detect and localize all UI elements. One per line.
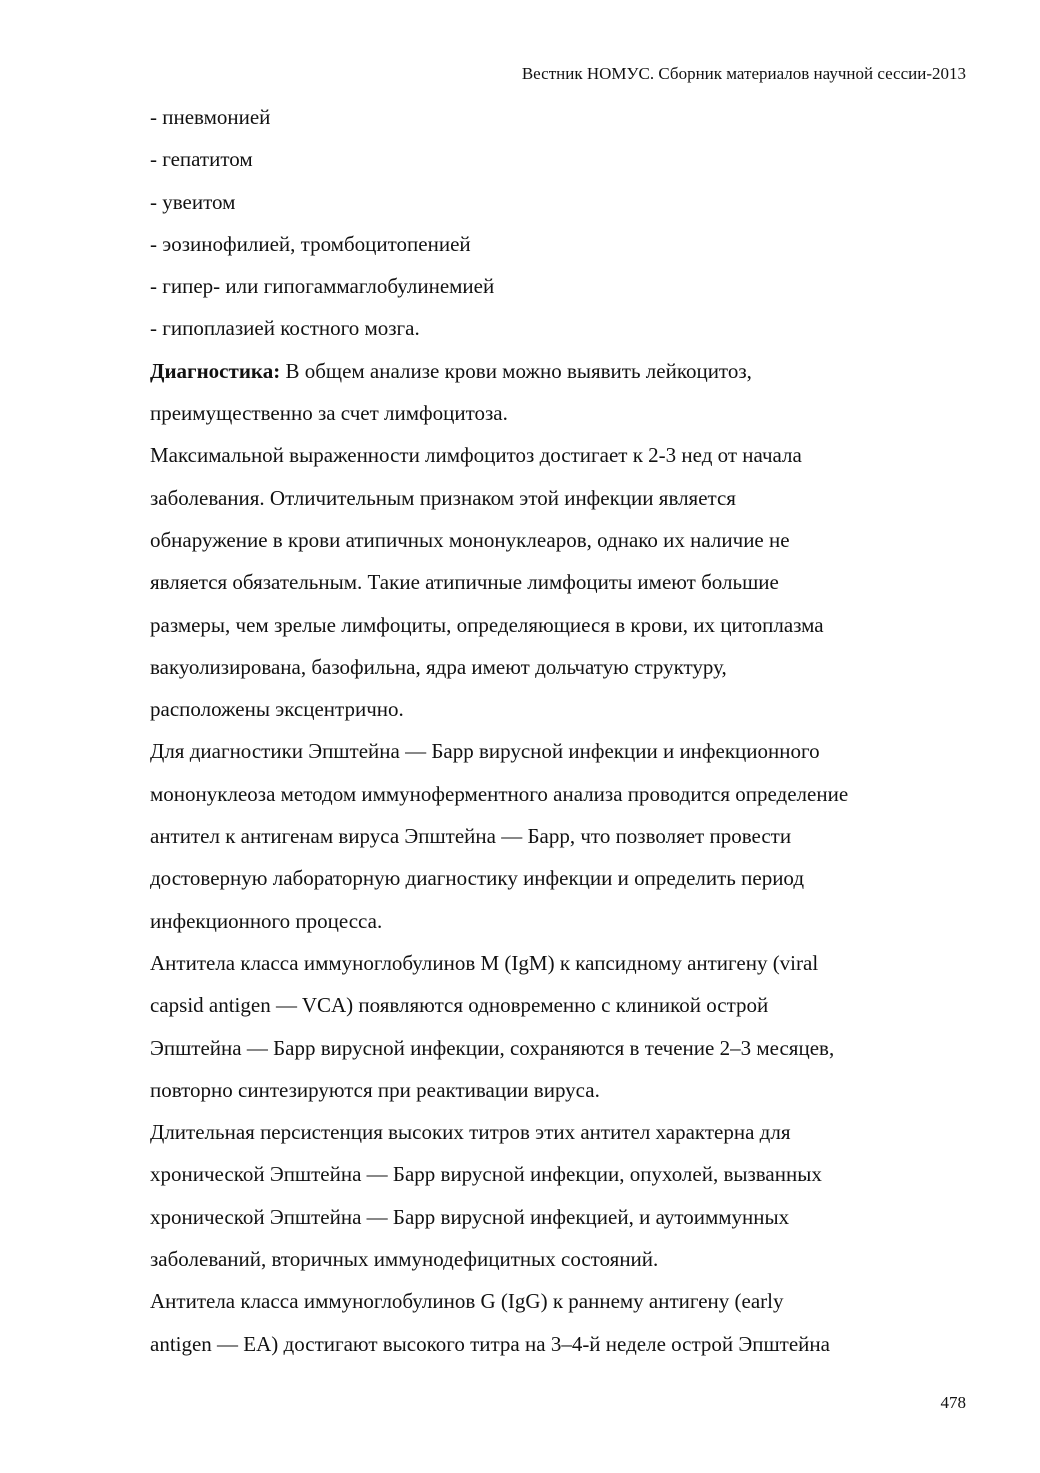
list-item: - гепатитом (150, 147, 253, 172)
text-line: хронической Эпштейна — Барр вирусной инфекции, опухолей, вызванных (150, 1162, 822, 1187)
page-number: 478 (940, 1393, 966, 1412)
text-line: вакуолизирована, базофильна, ядра имеют дольчатую структуру, (150, 654, 727, 679)
text-line: преимущественно за счет лимфоцитоза. (150, 401, 508, 426)
text-line: обнаружение в крови атипичных мононуклеаров, однако их наличие не (150, 527, 790, 552)
body-text (150, 96, 980, 1365)
text-line: Антитела класса иммуноглобулинов G (IgG) к раннему антигену (early (150, 1289, 784, 1314)
text-line: мононуклеоза методом иммуноферментного анализа проводится определение (150, 781, 849, 806)
text-line: capsid antigen — VCA) появляются одновременно с клиникой острой (150, 993, 769, 1018)
text-line: Эпштейна — Барр вирусной инфекции, сохраняются в течение 2–3 месяцев, (150, 1035, 835, 1060)
diagnostics-line (150, 350, 980, 392)
list-item: - эозинофилией, тромбоцитопенией (150, 231, 471, 256)
text-line: антител к антигенам вируса Эпштейна — Барр, что позволяет провести (150, 824, 792, 849)
list-item: - пневмонией (150, 105, 271, 129)
text-line: является обязательным. Такие атипичные лимфоциты имеют большие (150, 570, 779, 595)
text-line: повторно синтезируются при реактивации вируса. (150, 1077, 600, 1102)
text-line: Длительная персистенция высоких титров этих антител характерна для (150, 1120, 791, 1145)
list-item: - увеитом (150, 189, 236, 214)
diagnostics-text: В общем анализе крови можно выявить лейкоцитоз, (280, 358, 752, 383)
text-line: расположены эксцентрично. (150, 697, 404, 722)
text-line: antigen — EA) достигают высокого титра на 3–4-й неделе острой Эпштейна (150, 1331, 830, 1356)
text-line: заболевания. Отличительным признаком этой инфекции является (150, 485, 736, 510)
text-line: Для диагностики Эпштейна — Барр вирусной инфекции и инфекционного (150, 739, 820, 764)
text-line: Антитела класса иммуноглобулинов М (IgM) к капсидному антигену (viral (150, 950, 819, 975)
text-line: хронической Эпштейна — Барр вирусной инфекцией, и аутоиммунных (150, 1204, 790, 1229)
text-line: достоверную лабораторную диагностику инфекции и определить период (150, 866, 805, 891)
text-line: заболеваний, вторичных иммунодефицитных состояний. (150, 1247, 659, 1272)
diagnostics-label: Диагностика: (150, 358, 281, 383)
text-line: инфекционного процесса. (150, 908, 383, 933)
text-line: Максимальной выраженности лимфоцитоз достигает к 2-3 нед от начала (150, 443, 802, 468)
text-line: размеры, чем зрелые лимфоциты, определяющиеся в крови, их цитоплазма (150, 612, 824, 637)
running-header: Вестник НОМУС. Сборник материалов научной сессии-2013 (521, 64, 966, 83)
list-item: - гипоплазией костного мозга. (150, 316, 420, 341)
list-item: - гипер- или гипогаммаглобулинемией (150, 274, 495, 299)
